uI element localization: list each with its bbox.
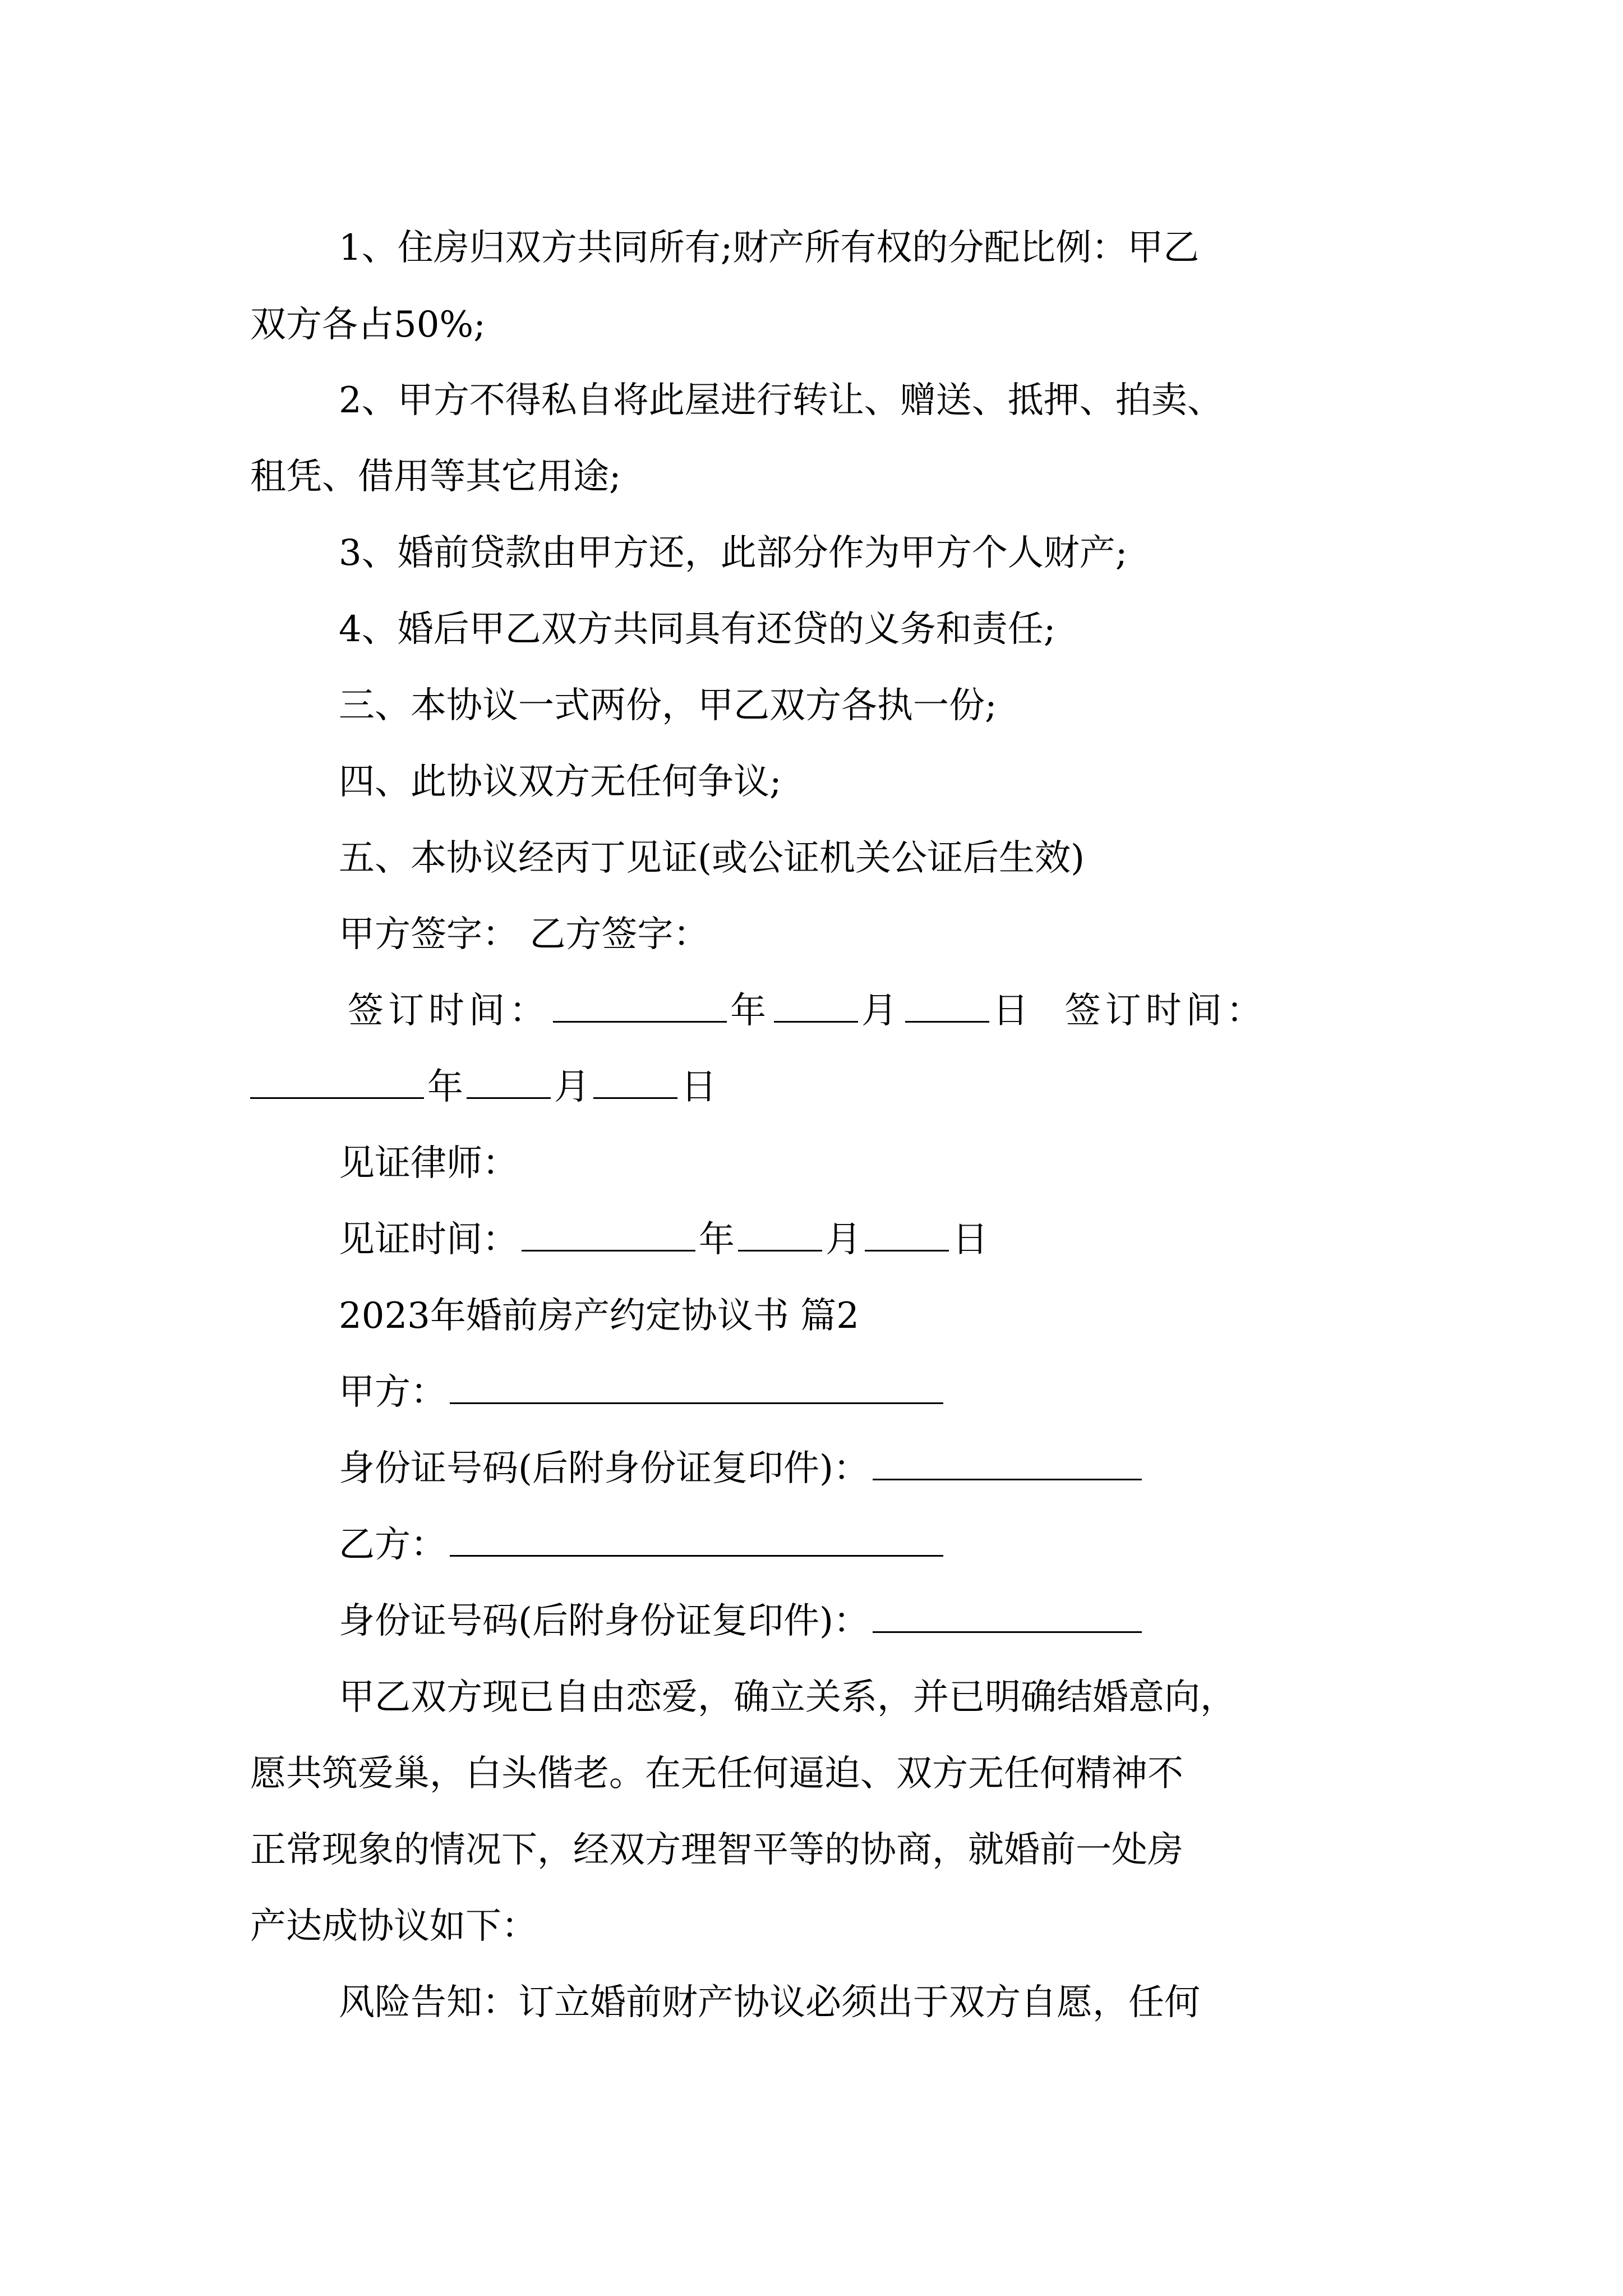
body-line-1: 甲乙双方现已自由恋爱，确立关系，并已明确结婚意向， <box>339 1677 1236 1718</box>
clause-2-line-1: 2、甲方不得私自将此屋进行转让、赠送、抵押、拍卖、 <box>339 380 1223 421</box>
sign-date-label-2: 签订时间： <box>1064 990 1267 1032</box>
body-line-4: 产达成协议如下： <box>250 1906 537 1947</box>
witness-month-blank <box>738 1214 822 1251</box>
body-line-5: 风险告知：订立婚前财产协议必须出于双方自愿，任何 <box>339 1982 1200 2023</box>
sign-day-blank <box>905 985 989 1023</box>
witness-time-line <box>339 1202 988 1278</box>
party-b-id-label: 身份证号码(后附身份证复印件)： <box>339 1600 869 1642</box>
sign-month-blank <box>774 985 858 1023</box>
body-line-3: 正常现象的情况下，经双方理智平等的协商，就婚前一处房 <box>250 1829 1183 1871</box>
witness-year-blank <box>522 1214 695 1251</box>
sign-date-line-2 <box>247 1049 717 1125</box>
party-b-id-blank <box>873 1595 1142 1633</box>
party-a-blank <box>450 1366 943 1404</box>
sign2-day-label: 日 <box>681 1066 717 1108</box>
witness-day-label: 日 <box>952 1219 988 1260</box>
party-a-id-blank <box>873 1443 1142 1480</box>
party-a-label: 甲方： <box>339 1372 446 1413</box>
party-a-id-label: 身份证号码(后附身份证复印件)： <box>339 1448 869 1489</box>
sign-day-label: 日 <box>993 990 1033 1032</box>
party-b-blank <box>450 1519 943 1557</box>
clause-1-line-1: 1、住房归双方共同所有;财产所有权的分配比例：甲乙 <box>339 227 1200 269</box>
clause-4-line: 4、婚后甲乙双方共同具有还贷的义务和责任; <box>339 609 1056 650</box>
witness-time-label: 见证时间： <box>339 1219 518 1260</box>
sign2-year-label: 年 <box>427 1066 463 1108</box>
sign2-month-blank <box>467 1061 551 1099</box>
clause-2-line-2: 租凭、借用等其它用途; <box>250 456 621 498</box>
article-3-line: 三、本协议一式两份，甲乙双方各执一份; <box>339 685 997 726</box>
body-line-2: 愿共筑爱巢，白头偕老。在无任何逼迫、双方无任何精神不 <box>250 1753 1183 1795</box>
article-5-line: 五、本协议经丙丁见证(或公证机关公证后生效) <box>339 838 1085 879</box>
witness-month-label: 月 <box>826 1219 861 1260</box>
sign-date-line <box>348 973 1267 1049</box>
sign2-year-blank <box>250 1061 424 1099</box>
clause-1-line-2: 双方各占50%; <box>250 304 486 346</box>
party-a-id-line <box>339 1430 1145 1507</box>
sign-year-blank <box>553 985 727 1023</box>
party-b-line <box>339 1507 947 1583</box>
party-b-label: 乙方： <box>339 1524 446 1566</box>
sign-year-label: 年 <box>730 990 771 1032</box>
party-b-id-line <box>339 1583 1145 1659</box>
witness-lawyer-line: 见证律师： <box>339 1143 518 1184</box>
sign2-day-blank <box>593 1061 677 1099</box>
sign-date-label: 签订时间： <box>348 990 550 1032</box>
witness-year-label: 年 <box>699 1219 735 1260</box>
signatures-line: 甲方签字： 乙方签字： <box>339 914 709 955</box>
sign-month-label: 月 <box>861 990 902 1032</box>
article-4-line: 四、此协议双方无任何争议; <box>339 761 782 803</box>
clause-3-line: 3、婚前贷款由甲方还，此部分作为甲方个人财产; <box>339 532 1128 574</box>
sign2-month-label: 月 <box>554 1066 590 1108</box>
party-a-line <box>339 1354 947 1430</box>
section-title: 2023年婚前房产约定协议书 篇2 <box>339 1295 859 1337</box>
witness-day-blank <box>865 1214 949 1251</box>
